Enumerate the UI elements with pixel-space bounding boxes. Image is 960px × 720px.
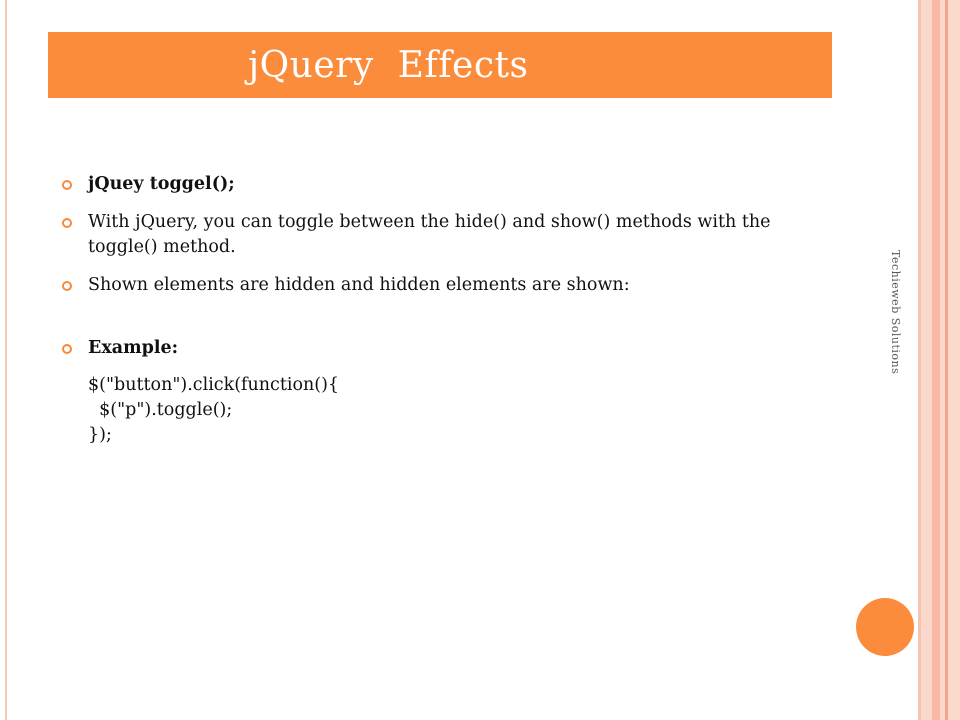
- stripe: [918, 0, 921, 720]
- code-line: });: [88, 425, 112, 445]
- bullet-circle-icon: [62, 344, 72, 354]
- left-border-line: [5, 0, 7, 720]
- slide-content: [60, 172, 820, 448]
- stripe: [932, 0, 940, 720]
- slide-title: jQuery Effects: [248, 45, 529, 86]
- bullet-item: [60, 273, 820, 298]
- bullet-text: Example:: [88, 338, 179, 358]
- decorative-circle: [856, 598, 914, 656]
- bullet-text: jQuey toggel();: [88, 174, 235, 194]
- bullet-item: [60, 172, 820, 197]
- code-line: $("p").toggle();: [88, 400, 233, 420]
- code-line: $("button").click(function(){: [88, 375, 340, 395]
- bullet-circle-icon: [62, 180, 72, 190]
- bullet-circle-icon: [62, 281, 72, 291]
- bullet-item: [60, 336, 820, 361]
- bullet-circle-icon: [62, 218, 72, 228]
- code-block: [60, 373, 820, 448]
- bullet-text: Shown elements are hidden and hidden elements are shown:: [88, 275, 630, 295]
- bullet-text: With jQuery, you can toggle between the hide() and show() methods with the toggle() method.: [88, 212, 771, 257]
- right-decorative-stripes: [918, 0, 960, 720]
- vertical-footer-text: Techieweb Solutions: [889, 250, 902, 375]
- stripe: [945, 0, 948, 720]
- bullet-item: [60, 210, 820, 260]
